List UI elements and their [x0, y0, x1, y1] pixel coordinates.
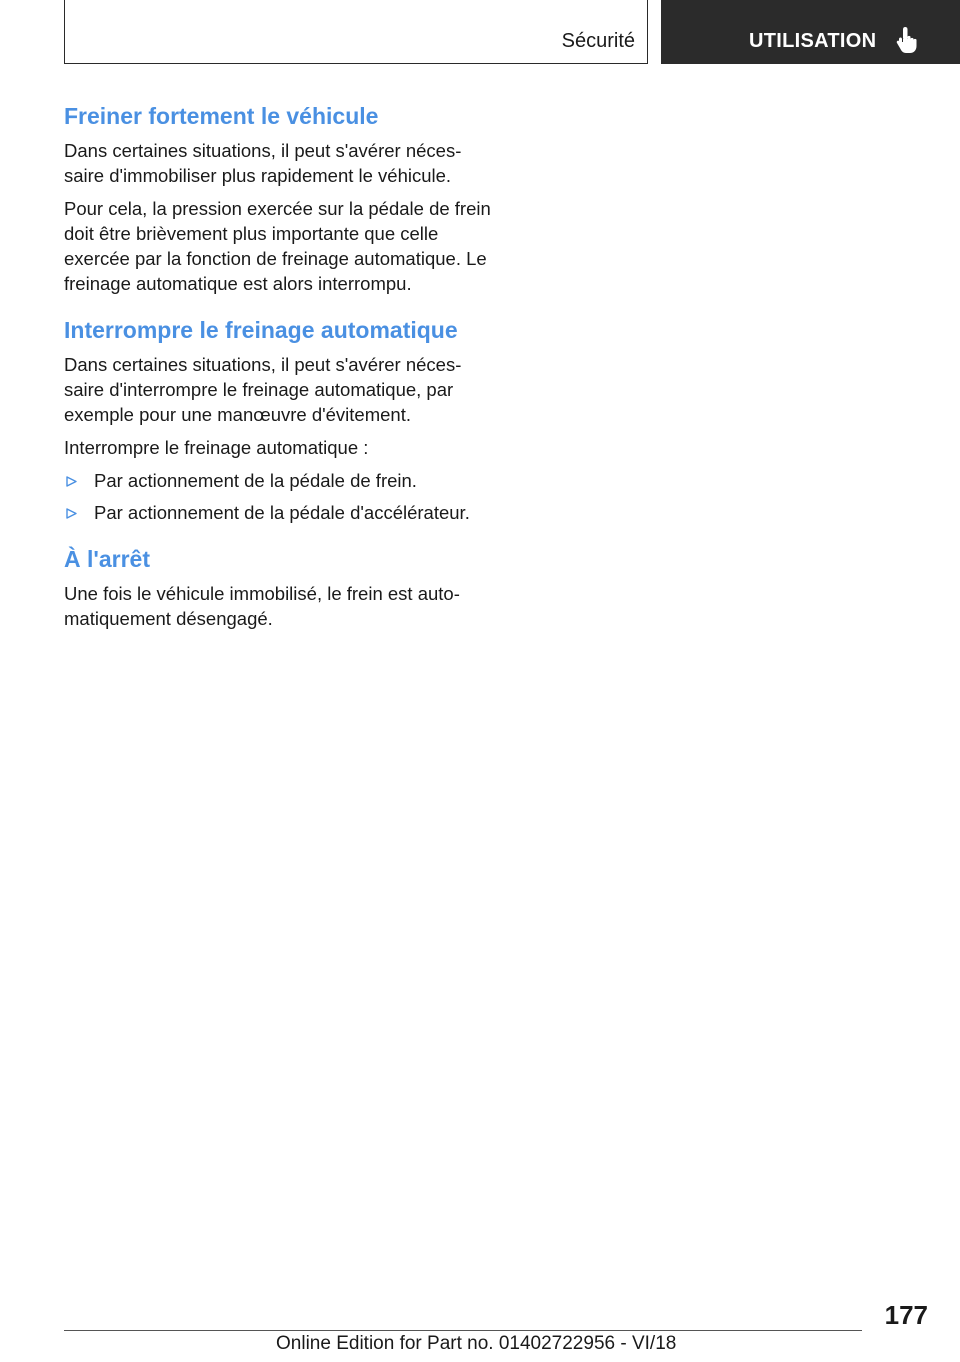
triangle-bullet-icon	[66, 508, 77, 519]
paragraph: Une fois le véhicule immobilisé, le frein est automatiquement désengagé.	[64, 583, 460, 629]
footer-edition-text: Online Edition for Part no. 01402722956 - VI/18	[276, 1333, 677, 1354]
paragraph: Dans certaines situations, il peut s'avérer nécessaire d'interrompre le freinage automatique, par exemple pour une manœuvre d'évitement.	[64, 354, 462, 425]
section-title: À l'arrêt	[64, 546, 151, 572]
list-item-text: Par actionnement de la pédale de frein.	[94, 470, 417, 491]
section-at-standstill	[64, 543, 494, 631]
footer-divider	[64, 1330, 862, 1331]
hand-pointer-icon	[894, 26, 920, 54]
paragraph: Interrompre le freinage automatique :	[64, 437, 369, 458]
triangle-bullet-icon	[66, 476, 77, 487]
header-chapter-label: UTILISATION	[749, 30, 877, 52]
list-item-text: Par actionnement de la pédale d'accélérateur.	[94, 502, 470, 523]
header-chapter-tab[interactable]	[661, 0, 960, 64]
paragraph: Dans certaines situations, il peut s'avérer nécessaire d'immobiliser plus rapidement le véhicule.	[64, 140, 462, 186]
main-content	[64, 100, 494, 649]
page-number: 177	[884, 1300, 928, 1330]
section-title: Freiner fortement le véhicule	[64, 103, 379, 129]
list-item	[64, 500, 494, 525]
section-strong-braking	[64, 100, 494, 296]
bullet-list	[64, 468, 494, 525]
header-section-title: Sécurité	[561, 30, 635, 52]
paragraph: Pour cela, la pression exercée sur la pédale de frein doit être brièvement plus importante que celle exercée par la fonction de freinage automatique. Le freinage automatique est alors interrompu.	[64, 198, 491, 294]
header-section-box	[64, 0, 648, 64]
list-item	[64, 468, 494, 493]
section-interrupt-braking	[64, 314, 494, 525]
section-title: Interrompre le freinage automatique	[64, 317, 458, 343]
